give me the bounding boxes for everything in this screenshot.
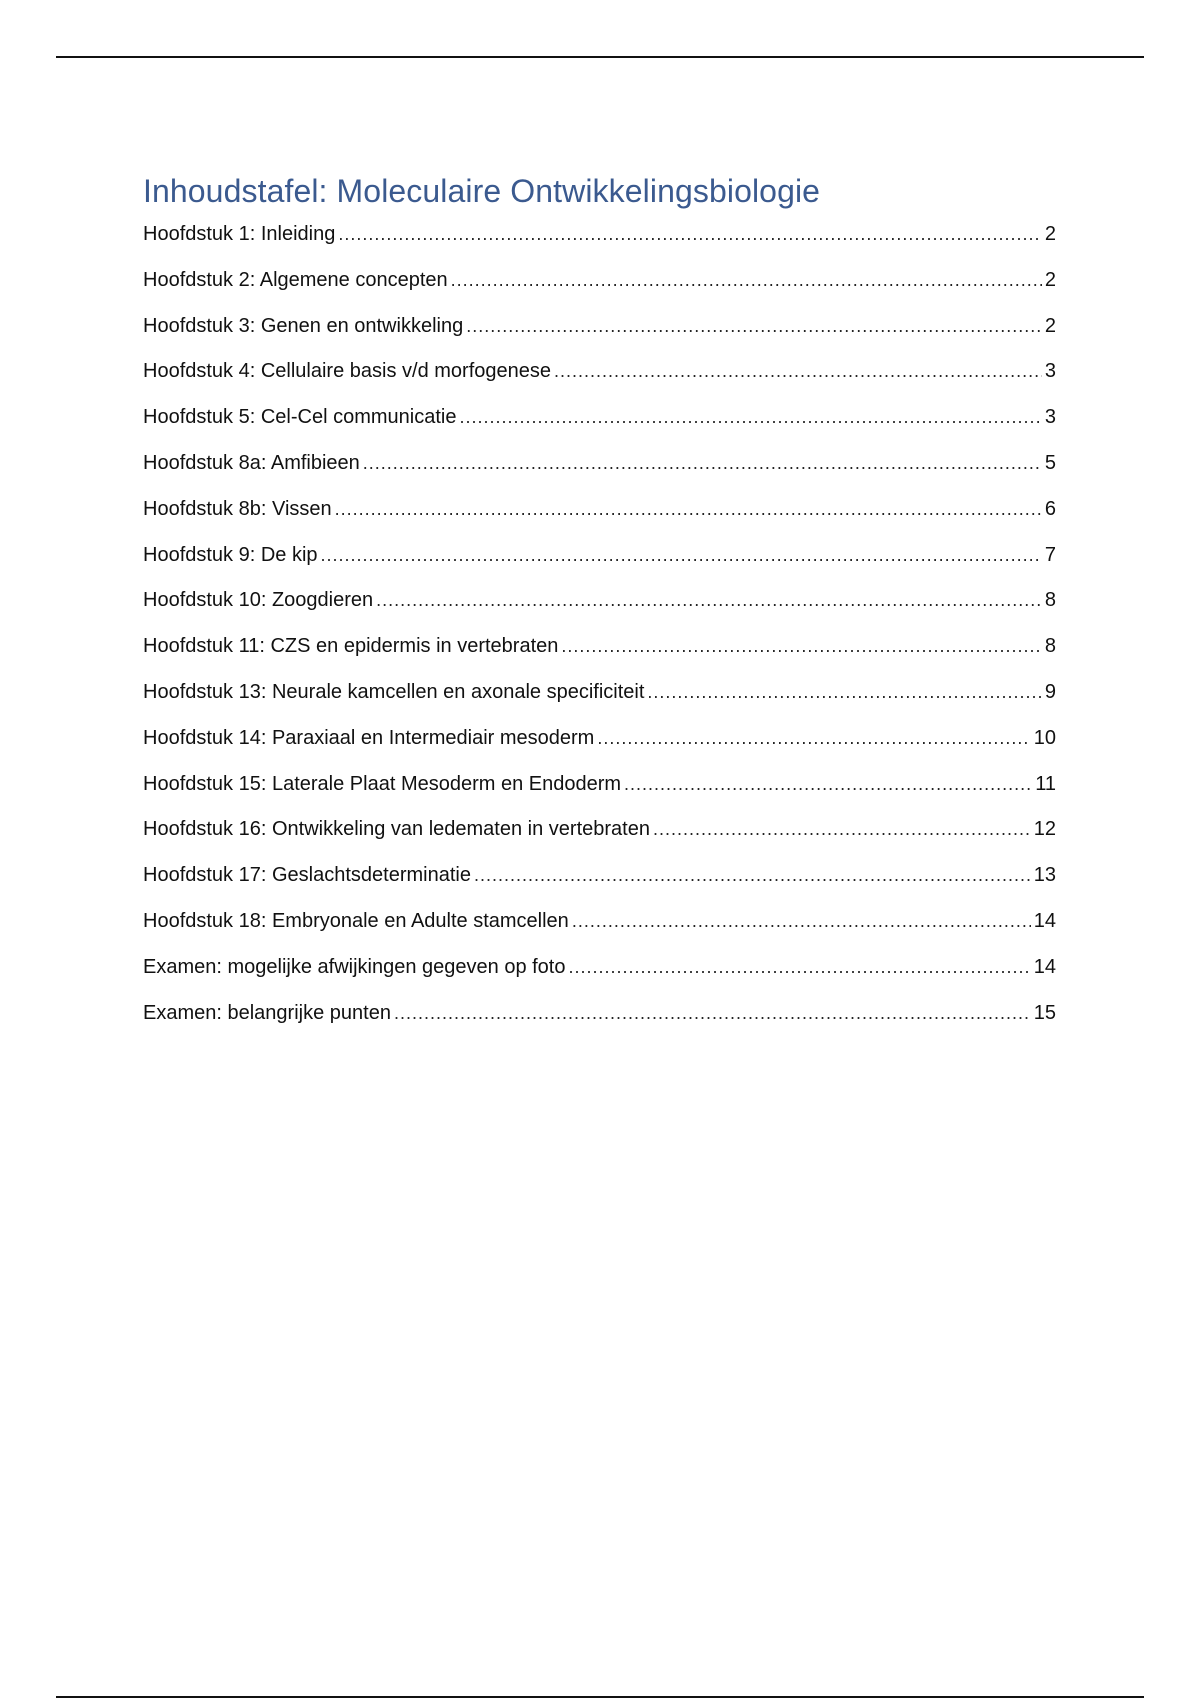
footer-rule xyxy=(56,1696,1144,1698)
toc-entry-page: 14 xyxy=(1033,909,1056,932)
toc-entry-page: 5 xyxy=(1044,451,1056,474)
toc-entry[interactable] xyxy=(143,955,1056,1001)
toc-leader-dots xyxy=(321,543,1042,567)
toc-entry-label: Hoofdstuk 14: Paraxiaal en Intermediair mesoderm xyxy=(143,726,595,749)
toc-list xyxy=(143,222,1056,1046)
toc-leader-dots xyxy=(394,1001,1031,1025)
toc-entry[interactable] xyxy=(143,405,1056,451)
toc-entry[interactable] xyxy=(143,497,1056,543)
toc-entry[interactable] xyxy=(143,588,1056,634)
toc-leader-dots xyxy=(653,817,1031,841)
toc-entry-label: Hoofdstuk 18: Embryonale en Adulte stamcellen xyxy=(143,909,569,932)
toc-entry-label: Hoofdstuk 1: Inleiding xyxy=(143,223,336,245)
toc-entry-page: 13 xyxy=(1033,864,1056,887)
toc-leader-dots xyxy=(466,314,1042,338)
toc-entry[interactable] xyxy=(143,1001,1056,1047)
toc-entry-page: 15 xyxy=(1033,1001,1056,1024)
toc-entry-label: Hoofdstuk 5: Cel-Cel communicatie xyxy=(143,406,457,429)
toc-entry-page: 12 xyxy=(1033,818,1056,841)
toc-entry[interactable] xyxy=(143,314,1056,360)
toc-leader-dots xyxy=(451,268,1042,292)
toc-entry-label: Hoofdstuk 15: Laterale Plaat Mesoderm en Endoderm xyxy=(143,772,622,795)
toc-entry-page: 9 xyxy=(1044,680,1056,703)
toc-entry-label: Hoofdstuk 9: De kip xyxy=(143,543,318,566)
toc-entry[interactable] xyxy=(143,268,1056,314)
toc-leader-dots xyxy=(572,909,1031,933)
toc-entry-page: 10 xyxy=(1033,726,1056,749)
toc-entry[interactable] xyxy=(143,772,1056,818)
toc-entry[interactable] xyxy=(143,543,1056,589)
toc-entry[interactable] xyxy=(143,451,1056,497)
toc-leader-dots xyxy=(338,222,1042,246)
toc-entry-page: 6 xyxy=(1044,497,1056,520)
toc-entry-page: 7 xyxy=(1044,543,1056,566)
toc-leader-dots xyxy=(363,451,1042,475)
toc-leader-dots xyxy=(624,772,1032,796)
toc-entry[interactable] xyxy=(143,863,1056,909)
toc-entry-label: Examen: mogelijke afwijkingen gegeven op foto xyxy=(143,955,566,978)
toc-entry-label: Hoofdstuk 8a: Amfibieen xyxy=(143,451,360,474)
toc-entry[interactable] xyxy=(143,726,1056,772)
toc-entry[interactable] xyxy=(143,222,1056,268)
toc-entry[interactable] xyxy=(143,909,1056,955)
toc-entry-label: Hoofdstuk 17: Geslachtsdeterminatie xyxy=(143,864,471,887)
toc-entry[interactable] xyxy=(143,359,1056,405)
toc-entry-page: 8 xyxy=(1044,635,1056,658)
toc-entry-page: 8 xyxy=(1044,589,1056,612)
toc-entry-label: Hoofdstuk 16: Ontwikkeling van ledematen in vertebraten xyxy=(143,818,650,841)
toc-leader-dots xyxy=(335,497,1042,521)
toc-entry-label: Hoofdstuk 10: Zoogdieren xyxy=(143,589,374,612)
toc-leader-dots xyxy=(376,588,1042,612)
toc-entry-label: Hoofdstuk 13: Neurale kamcellen en axonale specificiteit xyxy=(143,680,645,703)
toc-entry[interactable] xyxy=(143,634,1056,680)
toc-leader-dots xyxy=(554,359,1042,383)
toc-entry-label: Hoofdstuk 4: Cellulaire basis v/d morfogenese xyxy=(143,360,551,383)
toc-entry-page: 14 xyxy=(1033,955,1056,978)
toc-entry-label: Examen: belangrijke punten xyxy=(143,1001,391,1024)
toc-entry[interactable] xyxy=(143,817,1056,863)
toc-leader-dots xyxy=(459,405,1041,429)
toc-leader-dots xyxy=(568,955,1030,979)
toc-entry-label: Hoofdstuk 11: CZS en epidermis in vertebraten xyxy=(143,635,559,658)
toc-leader-dots xyxy=(647,680,1041,704)
toc-entry-label: Hoofdstuk 2: Algemene concepten xyxy=(143,268,448,291)
toc-entry-page: 3 xyxy=(1044,406,1056,429)
toc-entry-page: 2 xyxy=(1044,223,1056,245)
toc-entry-label: Hoofdstuk 8b: Vissen xyxy=(143,497,332,520)
toc-entry-page: 2 xyxy=(1044,268,1056,291)
toc-entry-page: 2 xyxy=(1044,314,1056,337)
toc-entry-page: 11 xyxy=(1035,772,1056,795)
toc-leader-dots xyxy=(561,634,1041,658)
header-rule xyxy=(56,56,1144,58)
toc-leader-dots xyxy=(474,863,1031,887)
toc-entry[interactable] xyxy=(143,680,1056,726)
toc-title: Inhoudstafel: Moleculaire Ontwikkelingsbiologie xyxy=(143,173,821,209)
toc-leader-dots xyxy=(597,726,1030,750)
toc-entry-label: Hoofdstuk 3: Genen en ontwikkeling xyxy=(143,314,464,337)
table-of-contents xyxy=(143,166,1056,1046)
toc-entry-page: 3 xyxy=(1044,360,1056,383)
